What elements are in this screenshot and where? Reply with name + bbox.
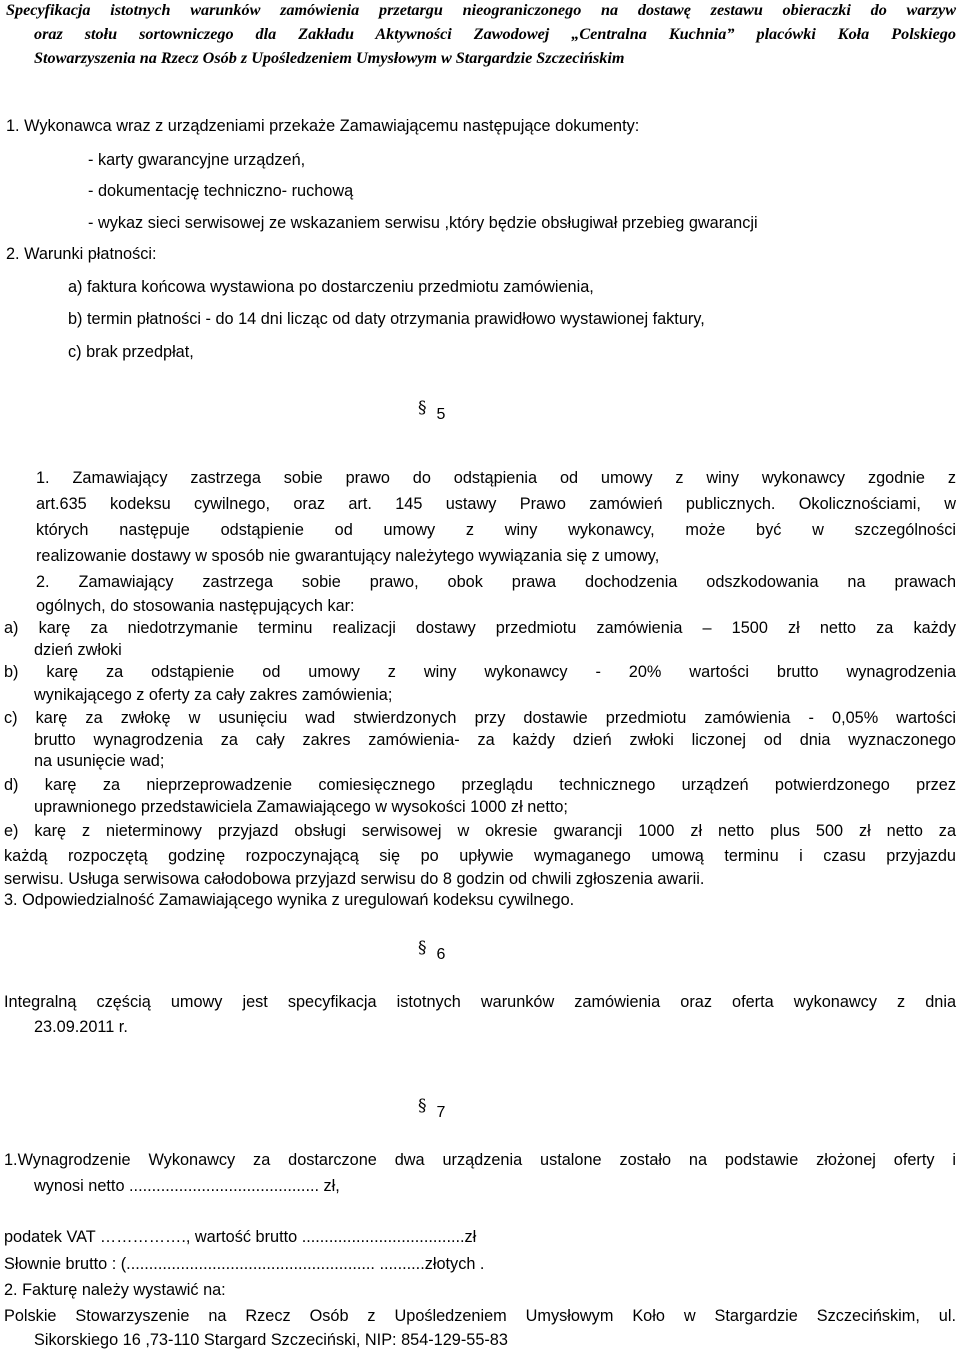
section-number: 7 [436,1104,446,1121]
penalty-b: b) karę za odstąpienie od umowy z winy wykonawcy - 20% wartości brutto wynagrodzenia [4,663,956,681]
header-line: Specyfikacja istotnych warunków zamówienia przetargu nieograniczonego na dostawę zestawu obieraczki do warzyw [6,1,956,19]
section-number: 6 [436,946,446,963]
penalty-e-continued: serwisu. Usługa serwisowa całodobowa przyjazd serwisu do 8 godzin od chwili zgłoszenia awarii. [4,870,705,888]
s5-paragraph-line: 1. Zamawiający zastrzega sobie prawo do odstąpienia od umowy z winy wykonawcy zgodnie z [36,469,956,487]
s7-paragraph-line: 1.Wynagrodzenie Wykonawcy za dostarczone dwa urządzenia ustalone zostało na podstawie złożonej oferty i [4,1151,956,1169]
section-symbol: § [418,398,427,418]
penalty-a-continued: dzień zwłoki [34,641,122,659]
s5-paragraph-line: 2. Zamawiający zastrzega sobie prawo, obok prawa dochodzenia odszkodowania na prawach [36,573,956,591]
s7-address-line: Sikorskiego 16 ,73-110 Stargard Szczeciński, NIP: 854-129-55-83 [34,1331,508,1349]
penalty-c-continued: brutto wynagrodzenia za cały zakres zamówienia- za każdy dzień zwłoki liczonej od dnia wyznaczonego [34,731,956,749]
s5-paragraph-line: realizowanie dostawy w sposób nie gwarantujący należytego wywiązania się z umowy, [36,547,660,565]
section-heading-5 [418,398,445,424]
s6-paragraph-line: Integralną częścią umowy jest specyfikacja istotnych warunków zamówienia oraz oferta wykonawcy z dnia [4,993,956,1011]
documents-item: - wykaz sieci serwisowej ze wskazaniem serwisu ,który będzie obsługiwał przebieg gwarancji [88,214,758,232]
s5-paragraph-line: ogólnych, do stosowania następujących kar: [36,597,355,615]
penalty-c: c) karę za zwłokę w usunięciu wad stwierdzonych przy dostawie przedmiotu zamówienia - 0,05% wartości [4,709,956,727]
payment-item: b) termin płatności - do 14 dni licząc od daty otrzymania prawidłowo wystawionej faktury, [68,310,705,328]
header-line: Stowarzyszenia na Rzecz Osób z Upośledzeniem Umysłowym w Stargardzie Szczecińskim [34,49,625,67]
s5-paragraph-line: których następuje odstąpienie od umowy z winy wykonawcy, może być w szczególności [36,521,956,539]
s5-paragraph-line: art.635 kodeksu cywilnego, oraz art. 145 ustawy Prawo zamówień publicznych. Okolicznościami, w [36,495,956,513]
penalty-e-continued: każdą rozpoczętą godzinę rozpoczynającą się po upływie wymaganego umową terminu i czasu przyjazdu [4,847,956,865]
s7-address-line: Polskie Stowarzyszenie na Rzecz Osób z Upośledzeniem Umysłowym Koło w Stargardzie Szczecińskim, ul. [4,1307,956,1325]
s7-paragraph-2: 2. Fakturę należy wystawić na: [4,1281,226,1299]
section-symbol: § [418,1096,427,1116]
s5-paragraph-3: 3. Odpowiedzialność Zamawiającego wynika z uregulowań kodeksu cywilnego. [4,891,575,909]
section-heading-6 [418,938,445,964]
documents-item: - dokumentację techniczno- ruchową [88,182,354,200]
penalty-e: e) karę z nieterminowy przyjazd obsługi serwisowej w okresie gwarancji 1000 zł netto plus 500 zł netto za [4,822,956,840]
s7-paragraph-line: wynosi netto .......................................... zł, [34,1177,340,1195]
penalty-d-continued: uprawnionego przedstawiciela Zamawiającego w wysokości 1000 zł netto; [34,798,568,816]
penalty-a: a) karę za niedotrzymanie terminu realizacji dostawy przedmiotu zamówienia – 1500 zł netto za każdy [4,619,956,637]
section-number: 5 [436,406,446,423]
penalty-c-continued: na usunięcie wad; [34,752,165,770]
documents-intro: 1. Wykonawca wraz z urządzeniami przekaże Zamawiającemu następujące dokumenty: [6,117,640,135]
payment-item: a) faktura końcowa wystawiona po dostarczeniu przedmiotu zamówienia, [68,278,594,296]
documents-item: - karty gwarancyjne urządzeń, [88,151,306,169]
s7-amount-in-words: Słownie brutto : (....................................................... ..........złotych . [4,1255,485,1273]
header-line: oraz stołu sortowniczego dla Zakładu Aktywności Zawodowej „Centralna Kuchnia” placówki Koła Polskiego [34,25,956,43]
penalty-d: d) karę za nieprzeprowadzenie comiesięcznego przeglądu technicznego urządzeń potwierdzonego przez [4,776,956,794]
s7-vat-line: podatek VAT ……………., wartość brutto ....................................zł [4,1228,477,1246]
section-symbol: § [418,938,427,958]
s6-paragraph-line: 23.09.2011 r. [34,1018,128,1036]
section-heading-7 [418,1096,445,1122]
penalty-b-continued: wynikającego z oferty za cały zakres zamówienia; [34,686,393,704]
payment-item: c) brak przedpłat, [68,343,194,361]
payment-intro: 2. Warunki płatności: [6,245,157,263]
